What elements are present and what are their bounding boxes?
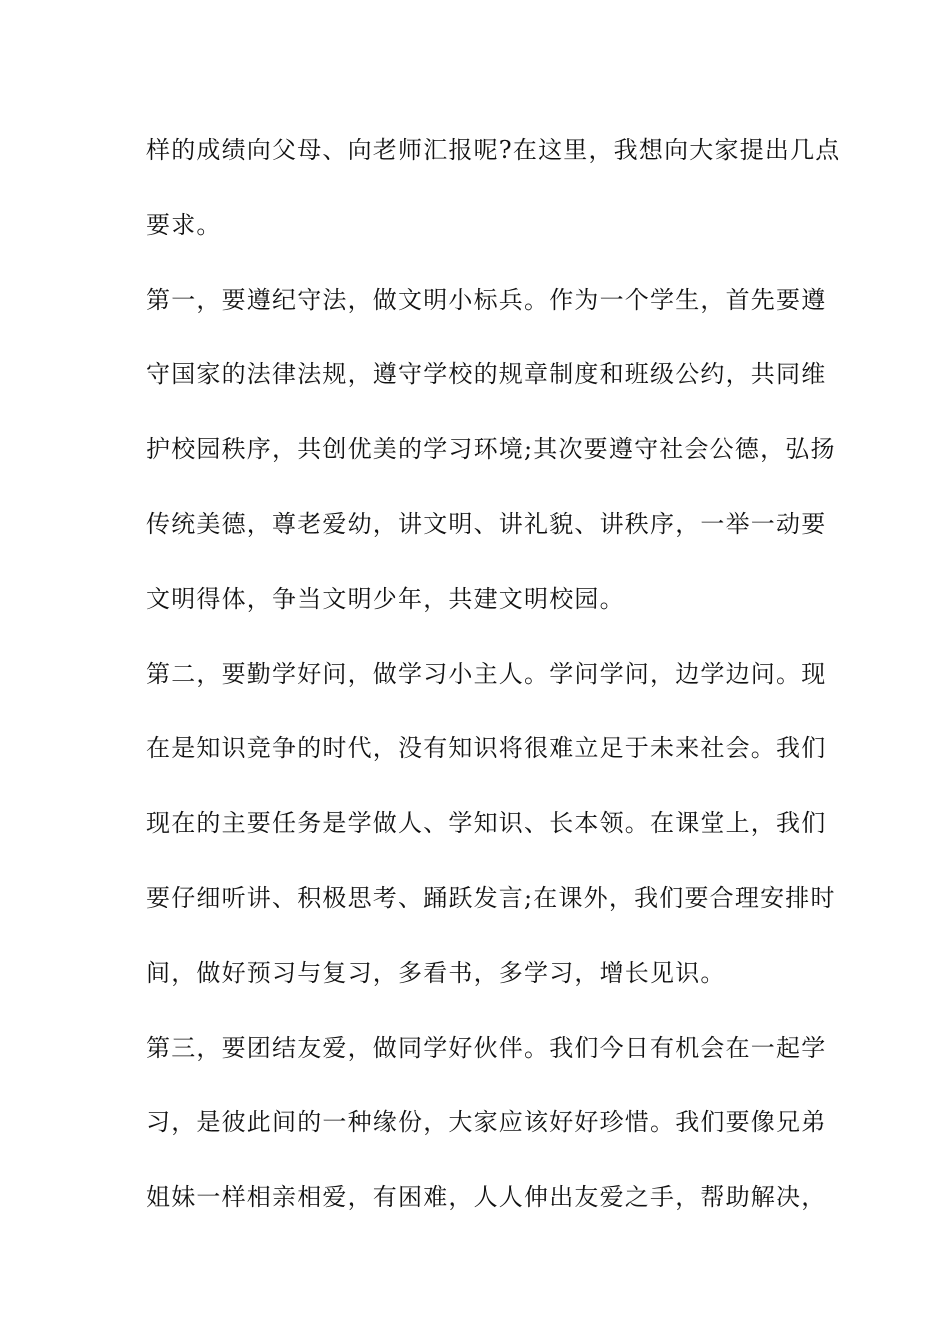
text-line: 间，做好预习与复习，多看书，多学习，增长见识。 — [146, 958, 726, 987]
text-line: 要仔细听讲、积极思考、踊跃发言;在课外，我们要合理安排时 — [146, 883, 836, 912]
text-line: 姐妹一样相亲相爱，有困难，人人伸出友爱之手，帮助解决， — [146, 1183, 827, 1212]
text-line: 要求。 — [146, 210, 222, 239]
text-line: 习，是彼此间的一种缘份，大家应该好好珍惜。我们要像兄弟 — [146, 1108, 827, 1137]
text-line: 守国家的法律法规，遵守学校的规章制度和班级公约，共同维 — [146, 360, 827, 389]
text-line: 传统美德，尊老爱幼，讲文明、讲礼貌、讲秩序，一举一动要 — [146, 509, 827, 538]
text-line: 文明得体，争当文明少年，共建文明校园。 — [146, 584, 625, 613]
text-line: 护校园秩序，共创优美的学习环境;其次要遵守社会公德，弘扬 — [146, 435, 836, 464]
text-line: 样的成绩向父母、向老师汇报呢?在这里，我想向大家提出几点 — [146, 136, 841, 164]
body-text — [146, 124, 841, 1246]
text-line: 第一，要遵纪守法，做文明小标兵。作为一个学生，首先要遵 — [146, 285, 827, 314]
text-line: 现在的主要任务是学做人、学知识、长本领。在课堂上，我们 — [146, 809, 827, 838]
text-line: 第三，要团结友爱，做同学好伙伴。我们今日有机会在一起学 — [146, 1033, 827, 1062]
text-line: 第二，要勤学好问，做学习小主人。学问学问，边学边问。现 — [146, 659, 827, 688]
text-line: 在是知识竞争的时代，没有知识将很难立足于未来社会。我们 — [146, 734, 827, 763]
